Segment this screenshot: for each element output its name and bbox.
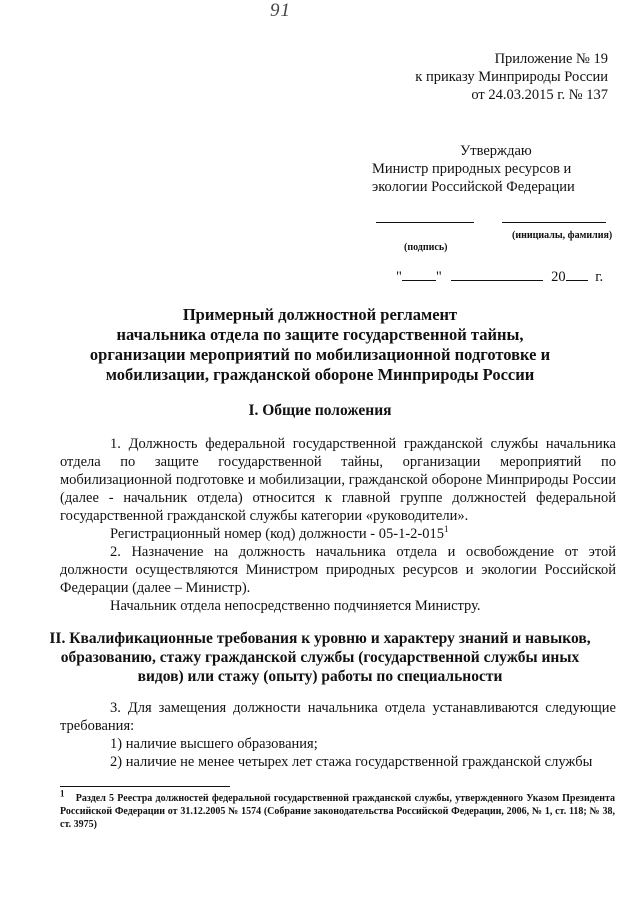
- section-1-heading: I. Общие положения: [248, 402, 392, 419]
- appendix-block: [398, 50, 608, 104]
- approval-minister-line1: Министр природных ресурсов и: [372, 161, 572, 177]
- section-2-heading-line: видов) или стажу (опыту) работы по специальности: [137, 668, 503, 685]
- date-row: [396, 268, 603, 286]
- title-line: мобилизации, гражданской обороне Минприроды России: [105, 365, 535, 384]
- initials-label: (инициалы, фамилия): [512, 230, 613, 241]
- date-quote-close: ": [435, 269, 442, 285]
- date-quote-open: ": [396, 269, 402, 285]
- page-number: 91: [270, 0, 291, 21]
- date-month-blank: [451, 268, 543, 281]
- appendix-number: Приложение № 19: [494, 51, 608, 67]
- footnote-divider: [60, 786, 230, 787]
- date-year-blank: [566, 268, 588, 281]
- footnote-text: Раздел 5 Реестра должностей федеральной государственной гражданской службы, утвержденного Указом Президента Российской Федерации от 31.12.2005 № 1574 (Собрание законодательства Российской Федерации, 2006, № 1, ст. 118; № 38, ст. 3975): [60, 793, 615, 830]
- section-2-body: [60, 699, 616, 771]
- appendix-date: от 24.03.2015 г. № 137: [471, 87, 608, 103]
- title-line: начальника отдела по защите государственной тайны,: [116, 325, 524, 344]
- footnote-mark: 1: [60, 788, 65, 799]
- date-day-blank: [402, 268, 436, 281]
- registration-number: Регистрационный номер (код) должности - 05-1-2-015: [110, 526, 444, 542]
- section-1-paragraph-4: Начальник отдела непосредственно подчиняется Министру.: [110, 598, 481, 614]
- section-2-paragraph-1: 3. Для замещения должности начальника отдела устанавливаются следующие требования:: [60, 700, 616, 734]
- section-1-paragraph-1: 1. Должность федеральной государственной гражданской службы начальника отдела по защите государственной тайны, организации мероприятий по мобилизационной подготовке и мобилизации, гражданской обороне Минприроды России (далее - начальник отдела) относится к главной группе должностей федеральной государственной гражданской службы категории «руководители».: [60, 436, 616, 524]
- title-line: Примерный должностной регламент: [182, 305, 458, 324]
- section-1-paragraph-2: [60, 525, 616, 543]
- approval-minister-line2: экологии Российской Федерации: [372, 179, 575, 195]
- title-line: организации мероприятий по мобилизационной подготовке и: [89, 345, 551, 364]
- footnote-ref: 1: [444, 524, 449, 535]
- requirement-item: 1) наличие высшего образования;: [110, 736, 318, 752]
- section-2-heading-line: образованию, стажу гражданской службы (государственной службы иных: [60, 649, 580, 666]
- initials-line: [502, 222, 606, 223]
- date-year: 20: [551, 269, 566, 285]
- appendix-order: к приказу Минприроды России: [415, 69, 608, 85]
- footnote: [60, 788, 615, 831]
- document-title: [40, 305, 600, 385]
- approval-word: Утверждаю: [460, 143, 532, 159]
- date-suffix: г.: [595, 269, 604, 285]
- section-1-paragraph-3: 2. Назначение на должность начальника отдела и освобождение от этой должности осуществляются Министром природных ресурсов и экологии Российской Федерации (далее – Министр).: [60, 544, 616, 596]
- section-1-body: [60, 435, 616, 615]
- signature-label: (подпись): [404, 242, 448, 253]
- section-2-heading: [40, 629, 600, 686]
- signature-line: [376, 222, 474, 223]
- requirement-item: 2) наличие не менее четырех лет стажа государственной гражданской службы: [110, 754, 593, 770]
- approval-block: [372, 142, 602, 196]
- section-2-heading-line: II. Квалификационные требования к уровню и характеру знаний и навыков,: [49, 630, 591, 647]
